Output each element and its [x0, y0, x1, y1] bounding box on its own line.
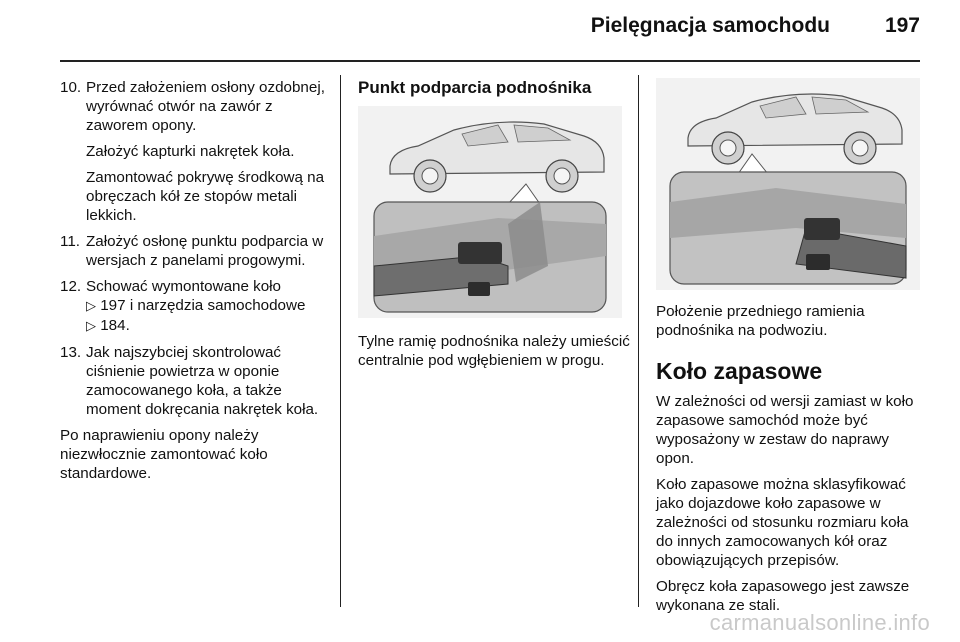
section-title: Pielęgnacja samochodu [590, 14, 830, 37]
car-jack-illustration [656, 78, 920, 290]
body-paragraph: W zależności od wersji zamiast w koło zapasowe samochód może być wyposażony w zestaw do naprawy opon. [656, 393, 914, 467]
page-reference-arrow-icon: ▷ [86, 299, 96, 314]
section-heading: Punkt podparcia podnośnika [358, 78, 592, 97]
item-text-part: i narzędzia samochodowe [129, 297, 306, 314]
item-text: Zamontować pokrywę środkową na obręczach kół ze stopów metali lekkich. [86, 169, 325, 224]
item-number: 12. [60, 278, 82, 295]
page-reference[interactable]: 184. [100, 317, 130, 334]
item-text [86, 277, 328, 336]
list-item [60, 78, 328, 225]
figure-caption: Położenie przedniego ramienia podnośnika na podwoziu. [656, 303, 865, 339]
car-jack-illustration [358, 106, 622, 318]
item-text-part: Schować wymontowane koło [86, 278, 282, 295]
item-text: Założyć osłonę punktu podparcia w wersjach z panelami progowymi. [86, 233, 324, 269]
section-heading: Koło zapasowe [656, 358, 823, 384]
page-number: 197 [884, 14, 920, 37]
page-reference-arrow-icon: ▷ [86, 319, 96, 334]
body-paragraph: Obręcz koła zapasowego jest zawsze wykonana ze stali. [656, 578, 910, 614]
figure-caption: Tylne ramię podnośnika należy umieścić centralnie pod wgłębieniem w progu. [358, 333, 630, 369]
watermark: carmanualsonline.info [709, 610, 930, 635]
front-jack-point-illustration [656, 78, 920, 290]
column-divider [638, 75, 639, 607]
item-number: 13. [60, 344, 82, 361]
item-text: Jak najszybciej skontrolować ciśnienie powietrza w oponie zamocowanego koła, a także moment dokręcania nakrętek koła. [86, 344, 319, 418]
page-reference[interactable]: 197 [100, 297, 126, 314]
right-column [656, 302, 926, 622]
closing-paragraph: Po naprawieniu opony należy niezwłocznie zamontować koło standardowe. [60, 427, 268, 482]
list-item [60, 232, 328, 270]
rear-jack-point-illustration [358, 106, 622, 318]
list-item [60, 343, 328, 419]
item-text: Założyć kapturki nakrętek koła. [86, 143, 295, 160]
middle-column [358, 78, 630, 98]
left-column [60, 78, 328, 490]
item-number: 10. [60, 79, 82, 96]
figure-caption-container [358, 332, 630, 377]
body-paragraph: Koło zapasowe można sklasyfikować jako dojazdowe koło zapasowe w zależności od stosunku rozmiaru koła do innych zamocowanych kół oraz obowiązujących przepisów. [656, 476, 909, 569]
item-text: Przed założeniem osłony ozdobnej, wyrównać otwór na zawór z zaworem opony. [86, 79, 325, 134]
list-item [60, 277, 328, 336]
header-divider [60, 60, 920, 62]
item-number: 11. [60, 233, 80, 250]
column-divider [340, 75, 341, 607]
